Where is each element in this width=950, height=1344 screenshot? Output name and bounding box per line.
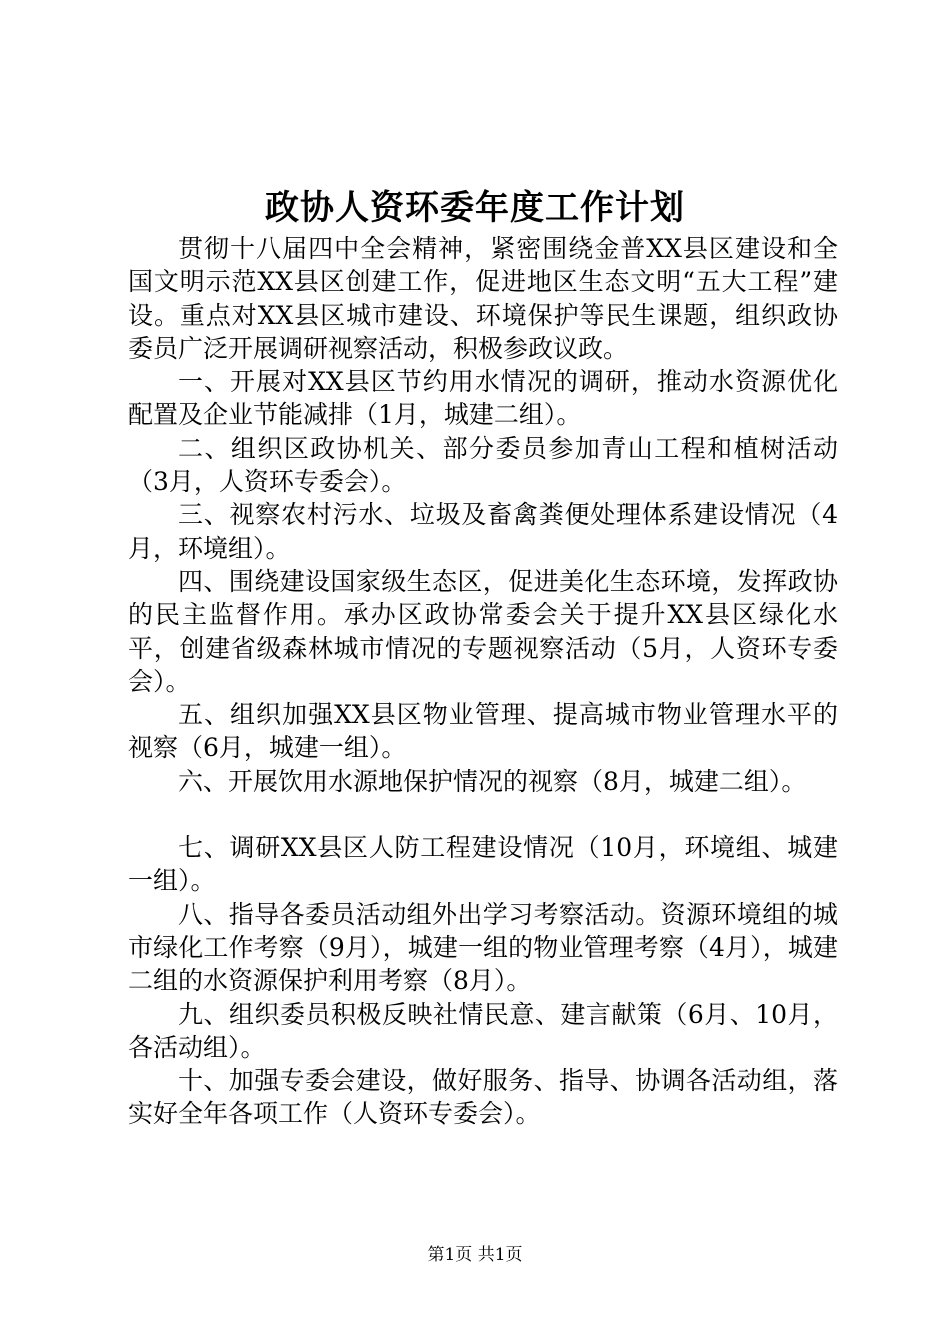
intro-paragraph: 贯彻十八届四中全会精神，紧密围绕金普XX县区建设和全国文明示范XX县区创建工作，促进地区生态文明“五大工程”建设。重点对XX县区城市建设、环境保护等民生课题，组织政协委员广泛开展调研视察活动，积极参政议政。 [128, 234, 838, 363]
document-body [128, 232, 838, 1131]
plan-item-2: 二、组织区政协机关、部分委员参加青山工程和植树活动（3月，人资环专委会）。 [128, 433, 838, 497]
document-title: 政协人资环委年度工作计划 [265, 188, 685, 228]
plan-item-3: 三、视察农村污水、垃圾及畜禽粪便处理体系建设情况（4月，环境组）。 [128, 500, 838, 563]
plan-item-5: 五、组织加强XX县区物业管理、提高城市物业管理水平的视察（6月，城建一组）。 [128, 700, 838, 763]
plan-item-4: 四、围绕建设国家级生态区，促进美化生态环境，发挥政协的民主监督作用。承办区政协常委会关于提升XX县区绿化水平，创建省级森林城市情况的专题视察活动（5月，人资环专委会）。 [128, 566, 838, 696]
plan-item-7: 七、调研XX县区人防工程建设情况（10月，环境组、城建一组）。 [128, 833, 838, 896]
plan-item-6: 六、开展饮用水源地保护情况的视察（8月，城建二组）。 [178, 766, 807, 796]
page-number-footer: 第1页 共1页 [427, 1245, 523, 1265]
plan-item-8: 八、指导各委员活动组外出学习考察活动。资源环境组的城市绿化工作考察（9月），城建一组的物业管理考察（4月），城建二组的水资源保护利用考察（8月）。 [128, 899, 838, 996]
plan-item-10: 十、加强专委会建设，做好服务、指导、协调各活动组，落实好全年各项工作（人资环专委会）。 [128, 1066, 838, 1129]
plan-item-1: 一、开展对XX县区节约用水情况的调研，推动水资源优化配置及企业节能减排（1月，城建二组）。 [128, 367, 838, 430]
plan-item-9: 九、组织委员积极反映社情民意、建言献策（6月、10月，各活动组）。 [128, 999, 838, 1062]
